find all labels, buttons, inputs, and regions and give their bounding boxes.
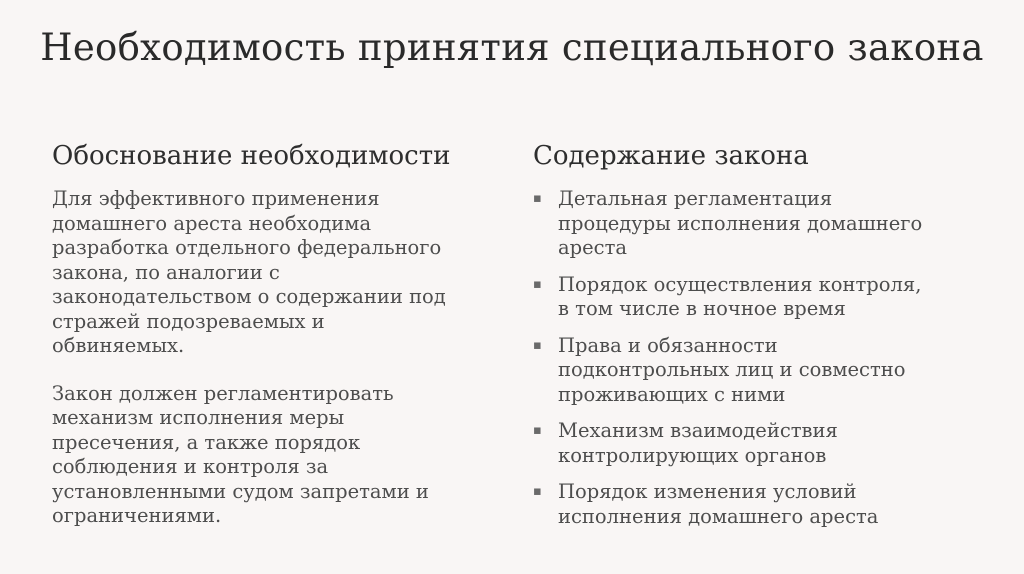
paragraph-line: пресечения, а также порядок: [52, 430, 361, 454]
square-bullet-icon: ▪: [533, 191, 542, 206]
paragraph-line: Для эффективного применения: [52, 187, 380, 210]
list-item-line: ареста: [558, 236, 627, 259]
paragraph-line: соблюдения и контроля за: [52, 455, 329, 478]
square-bullet-icon: ▪: [533, 337, 542, 353]
list-item: [533, 273, 993, 322]
list-item-line: подконтрольных лиц и совместно: [558, 358, 906, 381]
list-item-line: Детальная регламентация: [558, 187, 833, 210]
paragraph-line: установленными судом запретами и: [52, 479, 429, 503]
list-item-line: процедуры исполнения домашнего: [558, 211, 923, 235]
square-bullet-icon: ▪: [533, 484, 542, 499]
list-item-line: проживающих с ними: [558, 382, 786, 406]
list-item: [533, 480, 993, 529]
list-item: [533, 419, 993, 468]
paragraph-justification: [52, 187, 500, 359]
list-item-line: Механизм взаимодействия: [558, 419, 838, 442]
paragraph-line: закона, по аналогии с: [52, 260, 280, 284]
paragraph-line: ограничениями.: [52, 504, 222, 527]
square-bullet-icon: ▪: [533, 423, 542, 438]
left-heading: Обоснование необходимости: [52, 141, 451, 171]
paragraph-line: стражей подозреваемых и: [52, 309, 325, 333]
paragraph-line: обвиняемых.: [52, 334, 185, 357]
paragraph-line: законодательством о содержании под: [52, 285, 446, 308]
paragraph-line: механизм исполнения меры: [52, 406, 345, 429]
right-heading: Содержание закона: [533, 141, 809, 171]
paragraph-line: Закон должен регламентировать: [52, 381, 394, 405]
paragraph-line: домашнего ареста необходима: [52, 211, 372, 235]
list-item-line: в том числе в ночное время: [558, 297, 846, 320]
right-column: [533, 139, 993, 529]
left-column: [52, 139, 500, 529]
paragraph-line: разработка отдельного федерального: [52, 236, 442, 259]
content-list: [533, 187, 993, 529]
list-item-line: Порядок осуществления контроля,: [558, 272, 922, 296]
list-item: [533, 187, 993, 261]
square-bullet-icon: ▪: [533, 276, 542, 292]
list-item-line: контролирующих органов: [558, 443, 827, 467]
paragraph-regulation: [52, 382, 500, 529]
list-item-line: Права и обязанности: [558, 333, 778, 357]
list-item: [533, 334, 993, 408]
list-item-line: Порядок изменения условий: [558, 480, 857, 503]
slide-title: Необходимость принятия специального закона: [40, 26, 984, 69]
list-item-line: исполнения домашнего ареста: [558, 504, 879, 528]
